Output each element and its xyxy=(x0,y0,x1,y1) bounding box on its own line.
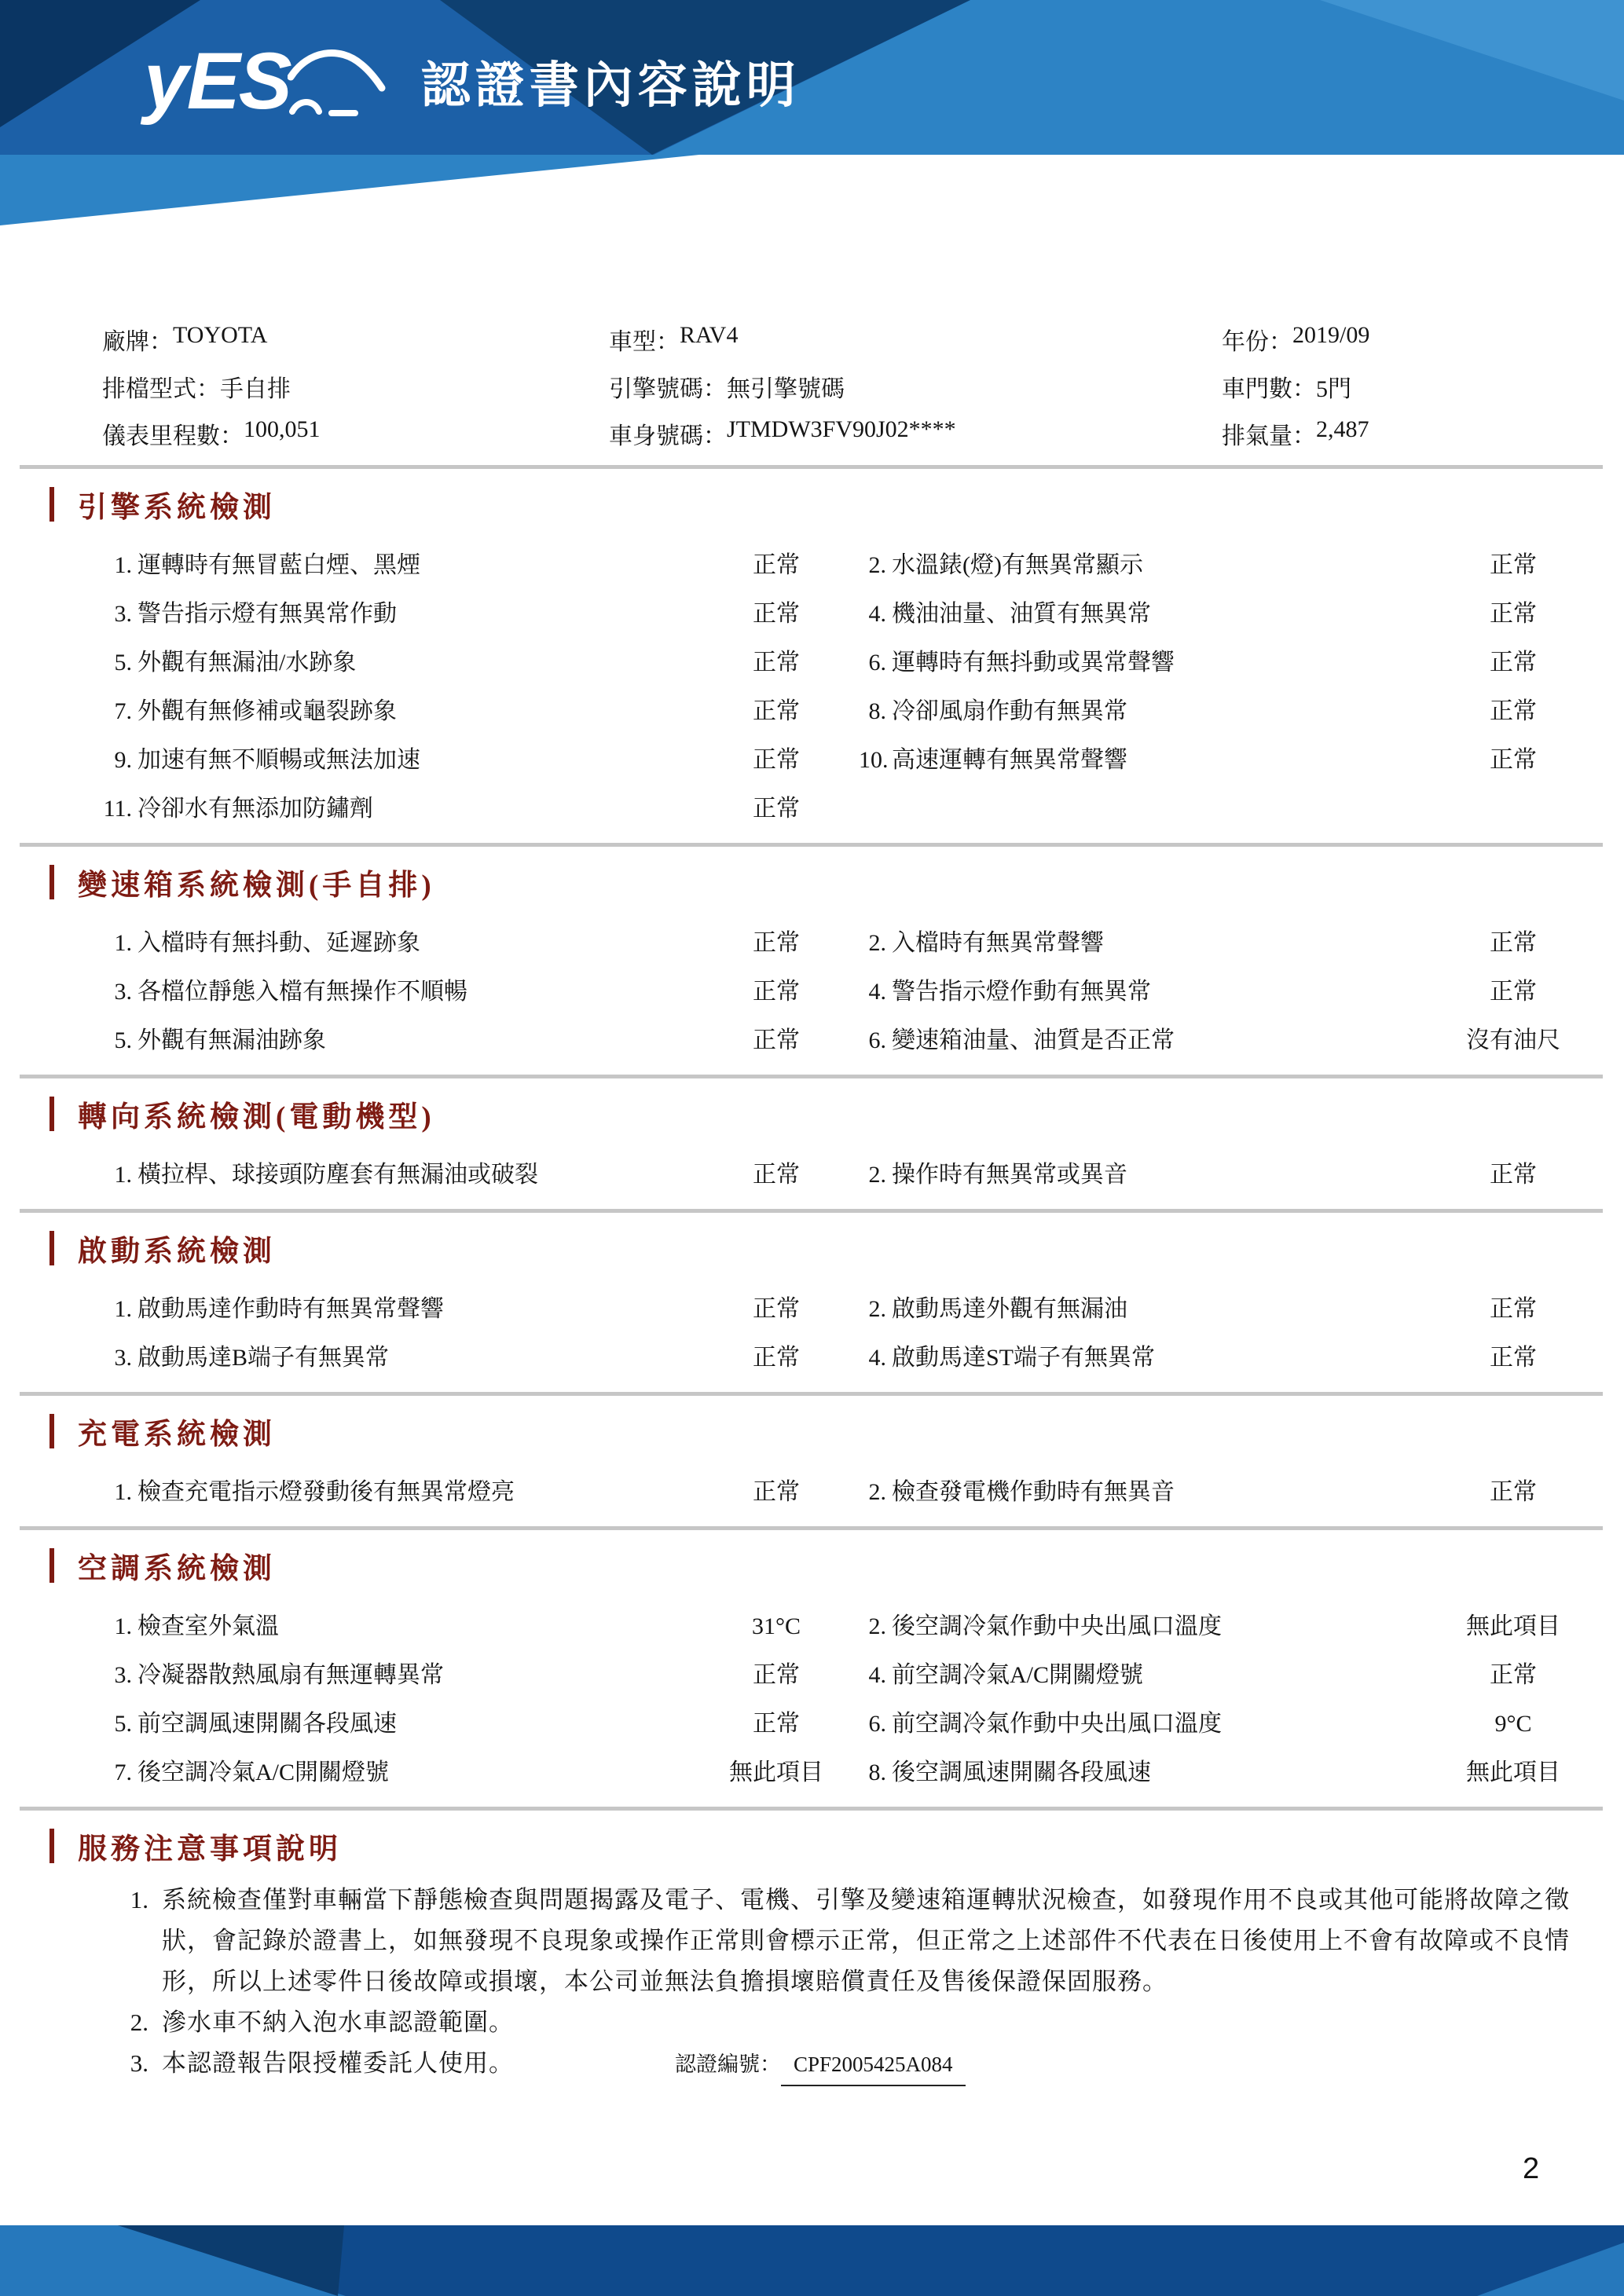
vehicle-field xyxy=(102,416,609,451)
item-number: 1. xyxy=(114,930,132,956)
inspection-item xyxy=(0,923,859,958)
item-number: 5. xyxy=(114,1027,132,1053)
item-number: 3. xyxy=(114,601,132,627)
item-number: 2. xyxy=(868,1296,886,1322)
item-label: 冷卻水有無添加防鏽劑 xyxy=(137,796,373,822)
inspection-item xyxy=(0,1704,859,1738)
cert-number-label: 認證編號： xyxy=(675,2052,781,2076)
inspection-item xyxy=(859,1472,1624,1507)
inspection-row xyxy=(0,1465,1624,1514)
inspection-row xyxy=(0,1331,1624,1379)
note-text: 系統檢查僅對車輛當下靜態檢查與問題揭露及電子、電機、引擎及變速箱運轉狀況檢查，如發現作用不良或其他可能將故障之徵狀，會記錄於證書上，如無發現不良現象或操作正常則會標示正常，但正常之上述部件不代表在日後使用上不會有故障或不良情形，所以上述零件日後故障或損壞，本公司並無法負擔損壞賠償責任及售後保證保固服務。 xyxy=(162,1886,1570,1995)
item-value: 正常 xyxy=(753,698,800,724)
field-label: 車型： xyxy=(609,329,680,355)
item-label: 高速運轉有無異常聲響 xyxy=(892,747,1127,773)
note-text: 本認證報告限授權委託人使用。 xyxy=(162,2049,514,2077)
note-number: 1. xyxy=(130,1886,148,1913)
item-label: 啟動馬達B端子有無異常 xyxy=(137,1345,390,1371)
item-value: 正常 xyxy=(753,1345,800,1371)
section-divider xyxy=(20,465,1603,469)
item-label: 變速箱油量、油質是否正常 xyxy=(892,1027,1175,1053)
inspection-row xyxy=(0,1745,1624,1794)
sections xyxy=(0,485,1624,1811)
section-accent-bar xyxy=(49,487,54,522)
item-label: 各檔位靜態入檔有無操作不順暢 xyxy=(137,979,467,1005)
inspection-row xyxy=(0,635,1624,684)
vehicle-field xyxy=(102,369,609,404)
page-header xyxy=(0,0,1624,155)
field-value: TOYOTA xyxy=(173,322,268,348)
section-title: 啟動系統檢測 xyxy=(78,1236,276,1268)
item-value: 正常 xyxy=(753,1162,800,1188)
inspection-item xyxy=(0,1338,859,1372)
item-label: 警告指示燈有無異常作動 xyxy=(137,601,397,627)
section-title: 充電系統檢測 xyxy=(78,1419,276,1451)
inspection-item xyxy=(859,1020,1624,1055)
item-number: 2. xyxy=(868,1479,886,1505)
field-value: 2019/09 xyxy=(1292,322,1370,348)
inspection-section xyxy=(0,485,1624,830)
item-value: 正常 xyxy=(1490,552,1537,578)
item-label: 檢查充電指示燈發動後有無異常燈亮 xyxy=(137,1479,515,1505)
inspection-section xyxy=(0,1546,1624,1794)
item-label: 入檔時有無異常聲響 xyxy=(892,930,1104,956)
inspection-row xyxy=(0,1282,1624,1331)
field-value: JTMDW3FV90J02**** xyxy=(727,416,956,442)
inspection-row xyxy=(0,538,1624,587)
vehicle-field xyxy=(1222,322,1624,357)
field-label: 年份： xyxy=(1222,329,1292,355)
item-number: 1. xyxy=(114,552,132,578)
cert-number-value: CPF2005425A084 xyxy=(781,2044,966,2086)
note-row xyxy=(0,2002,1624,2043)
item-label: 前空調風速開關各段風速 xyxy=(137,1711,397,1737)
inspection-item xyxy=(859,1752,1624,1787)
header-content xyxy=(144,38,801,124)
page-number: 2 xyxy=(1523,2152,1540,2185)
item-number: 9. xyxy=(114,747,132,773)
item-value: 正常 xyxy=(1490,650,1537,676)
inspection-item xyxy=(859,1155,1624,1189)
inspection-item xyxy=(0,1655,859,1690)
item-value: 無此項目 xyxy=(729,1760,823,1785)
section-divider xyxy=(20,1526,1603,1530)
inspection-row xyxy=(0,1599,1624,1648)
item-number: 8. xyxy=(868,698,886,724)
item-label: 檢查發電機作動時有無異音 xyxy=(892,1479,1175,1505)
inspection-row xyxy=(0,587,1624,635)
item-number: 4. xyxy=(868,1662,886,1688)
item-number: 5. xyxy=(114,1711,132,1737)
item-label: 運轉時有無抖動或異常聲響 xyxy=(892,650,1175,676)
item-number: 1. xyxy=(114,1162,132,1188)
vehicle-info-row xyxy=(0,363,1624,410)
item-number: 8. xyxy=(868,1760,886,1785)
item-number: 2. xyxy=(868,552,886,578)
item-label: 啟動馬達外觀有無漏油 xyxy=(892,1296,1127,1322)
item-value: 無此項目 xyxy=(1466,1760,1560,1785)
section-header xyxy=(49,1229,1624,1268)
section-items xyxy=(0,538,1624,830)
item-label: 入檔時有無抖動、延遲跡象 xyxy=(137,930,420,956)
item-value: 正常 xyxy=(1490,1662,1537,1688)
inspection-section xyxy=(0,1229,1624,1379)
item-label: 後空調冷氣A/C開關燈號 xyxy=(137,1760,390,1785)
item-label: 後空調冷氣作動中央出風口溫度 xyxy=(892,1613,1222,1639)
note-number: 3. xyxy=(130,2049,148,2077)
inspection-item xyxy=(859,643,1624,677)
item-value: 正常 xyxy=(753,601,800,627)
inspection-item xyxy=(0,972,859,1006)
inspection-row xyxy=(0,1148,1624,1196)
section-divider xyxy=(20,1807,1603,1811)
inspection-item xyxy=(0,545,859,580)
item-number: 6. xyxy=(868,1711,886,1737)
field-label: 排氣量： xyxy=(1222,423,1316,449)
section-items xyxy=(0,1148,1624,1196)
item-label: 外觀有無修補或龜裂跡象 xyxy=(137,698,397,724)
inspection-item xyxy=(859,545,1624,580)
item-value: 正常 xyxy=(753,1479,800,1505)
section-title: 轉向系統檢測(電動機型) xyxy=(78,1101,435,1133)
inspection-row xyxy=(0,1697,1624,1745)
item-value: 無此項目 xyxy=(1466,1613,1560,1639)
item-label: 外觀有無漏油/水跡象 xyxy=(137,650,357,676)
item-value: 正常 xyxy=(753,747,800,773)
item-label: 檢查室外氣溫 xyxy=(137,1613,279,1639)
inspection-section xyxy=(0,1412,1624,1514)
item-number: 3. xyxy=(114,979,132,1005)
inspection-item xyxy=(0,1472,859,1507)
section-accent-bar xyxy=(49,1414,54,1448)
inspection-row xyxy=(0,782,1624,830)
vehicle-field xyxy=(1222,416,1624,451)
item-value: 正常 xyxy=(753,796,800,822)
field-value: RAV4 xyxy=(680,322,739,348)
item-number: 7. xyxy=(114,698,132,724)
vehicle-field xyxy=(1222,369,1624,404)
item-label: 冷凝器散熱風扇有無運轉異常 xyxy=(137,1662,444,1688)
vehicle-field xyxy=(102,322,609,357)
inspection-item xyxy=(0,789,859,823)
inspection-item xyxy=(859,691,1624,726)
section-divider xyxy=(20,1209,1603,1213)
yes-logo-text: yES xyxy=(144,36,291,126)
item-value: 正常 xyxy=(1490,698,1537,724)
vehicle-info xyxy=(0,316,1624,457)
vehicle-field xyxy=(609,416,1222,451)
inspection-item xyxy=(859,1655,1624,1690)
field-value: 無引擎號碼 xyxy=(727,376,845,402)
inspection-item xyxy=(859,1606,1624,1641)
inspection-item xyxy=(859,1338,1624,1372)
header-wedge-shape xyxy=(0,155,699,225)
item-value: 正常 xyxy=(1490,601,1537,627)
item-number: 3. xyxy=(114,1345,132,1371)
item-label: 前空調冷氣作動中央出風口溫度 xyxy=(892,1711,1222,1737)
item-label: 外觀有無漏油跡象 xyxy=(137,1027,326,1053)
item-value: 正常 xyxy=(753,1027,800,1053)
item-number: 1. xyxy=(114,1613,132,1639)
section-header xyxy=(49,1094,1624,1133)
inspection-item xyxy=(859,740,1624,774)
inspection-item xyxy=(0,1606,859,1641)
note-text: 滲水車不納入泡水車認證範圍。 xyxy=(162,2009,514,2036)
inspection-item xyxy=(859,594,1624,628)
inspection-row xyxy=(0,684,1624,733)
section-items xyxy=(0,916,1624,1062)
field-value: 手自排 xyxy=(220,376,291,402)
item-label: 水溫錶(燈)有無異常顯示 xyxy=(892,552,1143,578)
section-items xyxy=(0,1599,1624,1794)
item-value: 正常 xyxy=(753,1662,800,1688)
item-number: 6. xyxy=(868,650,886,676)
inspection-item xyxy=(859,972,1624,1006)
item-label: 啟動馬達ST端子有無異常 xyxy=(892,1345,1156,1371)
section-accent-bar xyxy=(49,1829,54,1863)
section-divider xyxy=(20,1075,1603,1078)
section-header xyxy=(49,1412,1624,1451)
item-value: 正常 xyxy=(753,1711,800,1737)
inspection-row xyxy=(0,1013,1624,1062)
section-header xyxy=(49,485,1624,524)
item-label: 運轉時有無冒藍白煙、黑煙 xyxy=(137,552,420,578)
item-value: 正常 xyxy=(753,930,800,956)
vehicle-field xyxy=(609,322,1222,357)
vehicle-info-row xyxy=(0,410,1624,457)
item-value: 正常 xyxy=(1490,979,1537,1005)
field-value: 2,487 xyxy=(1316,416,1369,442)
item-number: 2. xyxy=(868,1162,886,1188)
item-number: 10. xyxy=(859,747,889,773)
item-value: 正常 xyxy=(1490,1345,1537,1371)
page-title: 認證書內容說明 xyxy=(420,57,801,113)
section-title: 引擎系統檢測 xyxy=(78,492,276,524)
inspection-item xyxy=(0,1020,859,1055)
section-header xyxy=(49,1826,1624,1866)
section-accent-bar xyxy=(49,865,54,899)
item-number: 4. xyxy=(868,1345,886,1371)
item-label: 操作時有無異常或異音 xyxy=(892,1162,1127,1188)
inspection-item xyxy=(0,643,859,677)
section-header xyxy=(49,1546,1624,1585)
section-title: 服務注意事項說明 xyxy=(78,1833,342,1866)
inspection-item xyxy=(0,1155,859,1189)
item-number: 7. xyxy=(114,1760,132,1785)
inspection-item xyxy=(859,1704,1624,1738)
field-label: 排檔型式： xyxy=(102,376,220,402)
section-divider xyxy=(20,843,1603,847)
item-value: 9°C xyxy=(1494,1711,1532,1737)
field-label: 引擎號碼： xyxy=(609,376,727,402)
notes-list xyxy=(0,1880,1624,2086)
item-number: 2. xyxy=(868,1613,886,1639)
item-number: 4. xyxy=(868,601,886,627)
section-accent-bar xyxy=(49,1097,54,1131)
item-value: 正常 xyxy=(753,1296,800,1322)
item-number: 2. xyxy=(868,930,886,956)
note-row xyxy=(0,2043,1624,2086)
section-divider xyxy=(20,1392,1603,1396)
item-value: 正常 xyxy=(1490,1296,1537,1322)
section-accent-bar xyxy=(49,1548,54,1583)
section-title: 空調系統檢測 xyxy=(78,1553,276,1585)
section-items xyxy=(0,1282,1624,1379)
vehicle-field xyxy=(609,369,1222,404)
item-label: 機油油量、油質有無異常 xyxy=(892,601,1151,627)
item-value: 正常 xyxy=(1490,1479,1537,1505)
note-row xyxy=(0,1880,1624,2002)
inspection-item xyxy=(0,1752,859,1787)
item-number: 1. xyxy=(114,1296,132,1322)
inspection-section xyxy=(0,862,1624,1062)
page-footer xyxy=(0,2225,1624,2296)
inspection-section xyxy=(0,1094,1624,1196)
section-accent-bar xyxy=(49,1231,54,1265)
section-title: 變速箱系統檢測(手自排) xyxy=(78,870,435,902)
item-value: 正常 xyxy=(1490,747,1537,773)
item-label: 啟動馬達作動時有無異常聲響 xyxy=(137,1296,444,1322)
field-label: 廠牌： xyxy=(102,329,173,355)
field-label: 儀表里程數： xyxy=(102,423,244,449)
item-label: 加速有無不順暢或無法加速 xyxy=(137,747,420,773)
item-value: 沒有油尺 xyxy=(1466,1027,1560,1053)
item-label: 冷卻風扇作動有無異常 xyxy=(892,698,1127,724)
item-label: 橫拉桿、球接頭防塵套有無漏油或破裂 xyxy=(137,1162,538,1188)
field-value: 100,051 xyxy=(244,416,321,442)
inspection-row xyxy=(0,1648,1624,1697)
item-value: 31°C xyxy=(751,1613,801,1639)
item-number: 5. xyxy=(114,650,132,676)
item-label: 後空調風速開關各段風速 xyxy=(892,1760,1151,1785)
field-label: 車門數： xyxy=(1222,376,1316,402)
inspection-item xyxy=(0,740,859,774)
item-value: 正常 xyxy=(1490,1162,1537,1188)
notes-section xyxy=(0,1826,1624,2086)
inspection-item xyxy=(859,1289,1624,1324)
field-value: 5門 xyxy=(1316,376,1351,402)
item-number: 4. xyxy=(868,979,886,1005)
item-label: 前空調冷氣A/C開關燈號 xyxy=(892,1662,1144,1688)
inspection-item xyxy=(0,691,859,726)
item-value: 正常 xyxy=(753,552,800,578)
inspection-item xyxy=(859,923,1624,958)
item-label: 警告指示燈作動有無異常 xyxy=(892,979,1151,1005)
item-number: 1. xyxy=(114,1479,132,1505)
inspection-row xyxy=(0,916,1624,965)
field-label: 車身號碼： xyxy=(609,423,727,449)
item-number: 6. xyxy=(868,1027,886,1053)
item-number: 11. xyxy=(103,796,132,822)
car-outline-icon xyxy=(288,42,388,124)
item-value: 正常 xyxy=(753,979,800,1005)
inspection-row xyxy=(0,965,1624,1013)
section-items xyxy=(0,1465,1624,1514)
section-header xyxy=(49,862,1624,902)
item-value: 正常 xyxy=(1490,930,1537,956)
item-value: 正常 xyxy=(753,650,800,676)
note-number: 2. xyxy=(130,2009,148,2036)
item-number: 3. xyxy=(114,1662,132,1688)
inspection-row xyxy=(0,733,1624,782)
inspection-item xyxy=(0,1289,859,1324)
inspection-item xyxy=(0,594,859,628)
vehicle-info-row xyxy=(0,316,1624,363)
